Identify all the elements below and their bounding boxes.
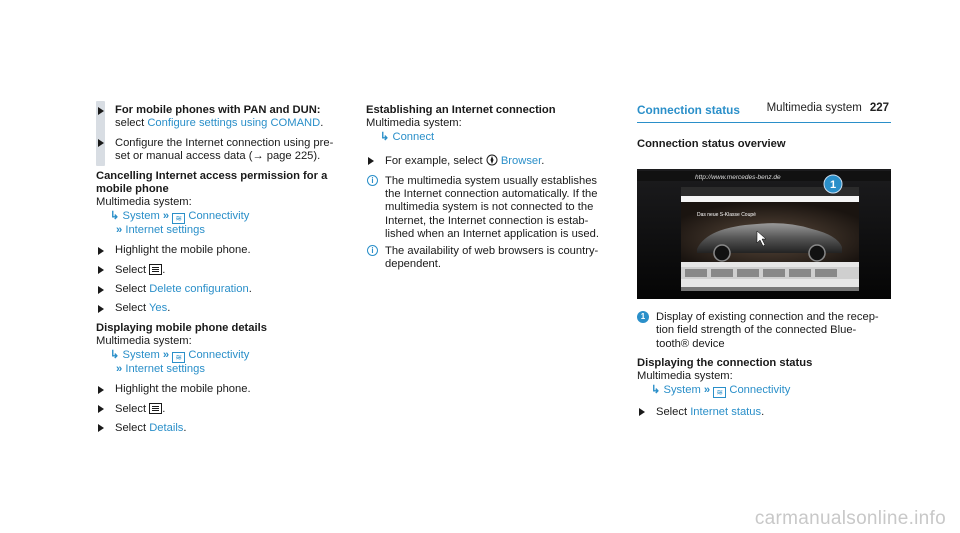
multimedia-label: Multimedia system: xyxy=(366,117,462,130)
step-text: Select xyxy=(115,402,150,415)
configure-comand-link[interactable]: Configure settings using COMAND xyxy=(147,117,321,130)
browser-link[interactable]: Browser xyxy=(500,155,542,168)
info-icon: i xyxy=(367,175,378,186)
multimedia-label: Multimedia system: xyxy=(637,370,733,383)
step-highlight xyxy=(96,244,346,257)
step-text: Select xyxy=(115,302,149,315)
connectivity-icon: ≋ xyxy=(172,213,185,224)
subhead: Connection status overview xyxy=(637,138,786,151)
nav-connectivity[interactable]: Connectivity xyxy=(729,383,791,396)
nav-system[interactable]: System xyxy=(122,348,160,361)
nav-connectivity[interactable]: Connectivity xyxy=(188,209,250,222)
nav-system[interactable]: System xyxy=(122,209,160,222)
menu-icon xyxy=(149,403,162,414)
nav-path xyxy=(637,384,891,398)
step-text: Select xyxy=(115,421,150,434)
step-text: For example, select xyxy=(385,155,486,168)
compass-icon xyxy=(486,154,498,166)
step-arrow-icon xyxy=(96,264,105,277)
step-pan-dun xyxy=(96,104,346,131)
annotation-text: Display of existing connection and the recep- tion field strength of the connected Blue- tooth® device xyxy=(656,310,879,350)
step-delete: Select Delete configuration. xyxy=(96,283,346,296)
multimedia-label: Multimedia system: xyxy=(96,196,192,209)
column-1 xyxy=(96,104,346,441)
nav-next-icon: » xyxy=(162,348,170,361)
nav-return-icon: ↳ xyxy=(651,383,661,396)
nav-next-icon: » xyxy=(703,383,711,396)
step-arrow-icon xyxy=(637,406,646,419)
step-end: . xyxy=(320,117,324,130)
section-title: Connection status xyxy=(637,104,891,123)
nav-system[interactable]: System xyxy=(663,383,701,396)
nav-next-icon: » xyxy=(116,362,123,375)
column-2 xyxy=(366,104,614,274)
nav-internet-settings[interactable]: Internet settings xyxy=(125,223,205,236)
page-number: 227 xyxy=(869,102,889,114)
step-text: Highlight the mobile phone. xyxy=(115,383,251,396)
nav-return-icon: ↳ xyxy=(110,209,120,222)
connectivity-icon: ≋ xyxy=(713,387,726,398)
nav-connect[interactable]: Connect xyxy=(392,130,435,143)
nav-connectivity[interactable]: Connectivity xyxy=(188,348,250,361)
nav-path xyxy=(366,131,614,144)
annotation-1 xyxy=(637,311,891,351)
display-heading: Displaying mobile phone details xyxy=(96,321,267,334)
step-text: Select xyxy=(656,405,691,418)
step-internet-status: Select Internet status. xyxy=(637,406,891,419)
step-browser: For example, select Browser. xyxy=(366,154,614,168)
callout-number: 1 xyxy=(829,178,837,191)
step-arrow-icon xyxy=(96,422,105,435)
step-yes: Select Yes. xyxy=(96,302,346,315)
details-link[interactable]: Details xyxy=(149,421,184,434)
step-arrow-icon xyxy=(96,244,105,257)
header-section: Multimedia system xyxy=(766,102,862,114)
nav-path-2 xyxy=(96,363,346,376)
yes-link[interactable]: Yes xyxy=(149,302,168,315)
callout-badge: 1 xyxy=(637,311,649,323)
step-arrow-icon xyxy=(96,283,105,296)
browser-screen-graphic xyxy=(637,169,891,299)
nav-next-icon: » xyxy=(162,209,170,222)
step-highlight xyxy=(96,383,346,396)
step-text: Select xyxy=(115,283,150,296)
step-text: Select xyxy=(115,263,150,276)
step-configure xyxy=(96,137,346,164)
menu-icon xyxy=(149,264,162,275)
nav-next-icon: » xyxy=(116,223,123,236)
step-arrow-icon xyxy=(96,104,105,117)
nav-path xyxy=(96,349,346,363)
step-text: Highlight the mobile phone. xyxy=(115,244,251,257)
connectivity-icon: ≋ xyxy=(172,352,185,363)
step-text: Configure the Internet connection using pre- set or manual access data (→ page 225). xyxy=(115,136,334,163)
step-select-menu: Select . xyxy=(96,264,346,277)
internet-status-link[interactable]: Internet status xyxy=(690,405,762,418)
step-text: select xyxy=(115,117,148,130)
screenshot-image xyxy=(637,169,891,299)
nav-path-2 xyxy=(96,224,346,237)
step-details: Select Details. xyxy=(96,422,346,435)
watermark: carmanualsonline.info xyxy=(754,507,946,529)
step-arrow-icon xyxy=(96,403,105,416)
nav-return-icon: ↳ xyxy=(110,348,120,361)
column-3 xyxy=(637,104,891,425)
note-text: The multimedia system usually establishes the Internet connection automatically. If the multimedia system is not connected to the Internet, the Internet connection is estab- lished when an Internet application is used. xyxy=(385,174,599,241)
note-text: The availability of web browsers is country- dependent. xyxy=(385,244,599,271)
establish-heading: Establishing an Internet connection xyxy=(366,104,556,116)
step-arrow-icon xyxy=(96,302,105,315)
step-arrow-icon xyxy=(366,154,375,167)
step-arrow-icon xyxy=(96,137,105,150)
display-status-heading: Displaying the connection status xyxy=(637,357,813,370)
nav-return-icon: ↳ xyxy=(380,130,390,143)
nav-internet-settings[interactable]: Internet settings xyxy=(125,362,205,375)
cancel-heading: Cancelling Internet access permission for a mobile phone xyxy=(96,169,328,196)
info-note xyxy=(366,245,614,272)
delete-configuration-link[interactable]: Delete configuration xyxy=(149,283,249,296)
info-icon: i xyxy=(367,245,378,256)
step-title: For mobile phones with PAN and DUN: xyxy=(115,104,321,116)
multimedia-label: Multimedia system: xyxy=(96,335,192,348)
nav-path xyxy=(96,210,346,224)
info-note xyxy=(366,175,614,242)
banner-text: Das neue S-Klasse Coupé xyxy=(697,211,756,218)
step-select-menu: Select . xyxy=(96,403,346,416)
step-arrow-icon xyxy=(96,383,105,396)
url-text: http://www.mercedes-benz.de xyxy=(695,173,781,181)
